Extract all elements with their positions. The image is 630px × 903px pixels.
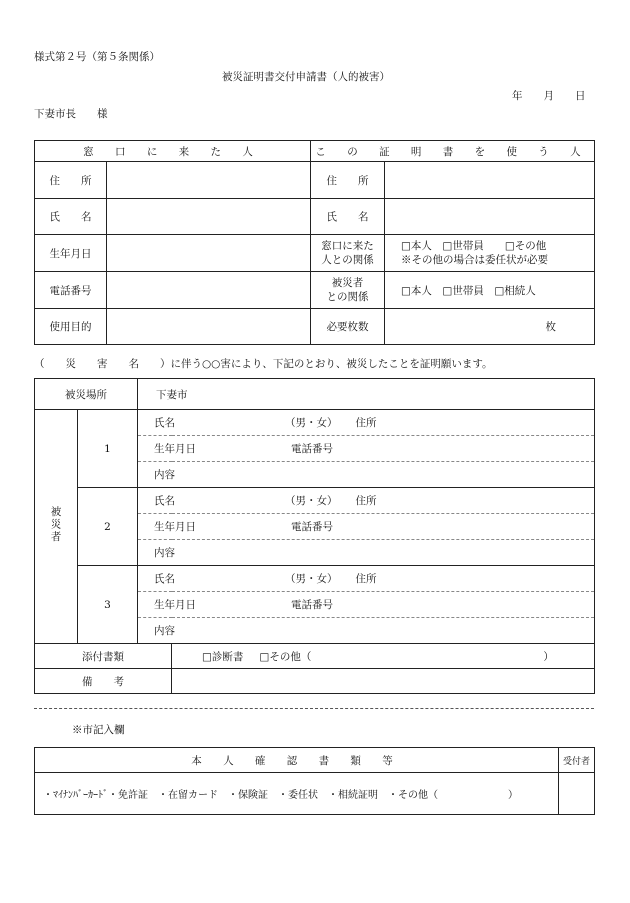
- addressee: 下妻市長 様: [34, 108, 108, 120]
- victim-relation-label: 被災者 との関係: [311, 272, 385, 309]
- relation-label: 窓口に来た 人との関係: [311, 235, 385, 272]
- visitor-birth-label: 生年月日: [35, 235, 107, 272]
- visitor-name-label: 氏 名: [35, 199, 107, 235]
- visitor-address-field[interactable]: [107, 162, 311, 199]
- user-name-field[interactable]: [385, 199, 595, 235]
- user-header: こ の 証 明 書 を 使 う 人: [311, 141, 595, 162]
- id-docs-header: 本 人 確 認 書 類 等: [35, 748, 559, 773]
- victim-3-content-row[interactable]: 内容: [138, 618, 595, 644]
- purpose-field[interactable]: [107, 309, 311, 345]
- victim-2-number: 2: [78, 488, 138, 566]
- id-docs-list[interactable]: ・ﾏｲﾅﾝﾊﾞｰｶｰﾄﾞ・免許証 ・在留カード ・保険証 ・委任状 ・相続証明 ・その他（ ）: [35, 773, 559, 815]
- office-section-title: ※市記入欄: [72, 724, 125, 736]
- receiver-field[interactable]: [559, 773, 595, 815]
- request-sentence: （ 災 害 名 ）に伴う○○害により、下記のとおり、被災したことを証明願います。: [34, 358, 493, 370]
- victim-1-number: 1: [78, 410, 138, 488]
- victim-3-name-row[interactable]: 氏名 （男・女） 住所: [138, 566, 595, 592]
- victim-1-content-row[interactable]: 内容: [138, 462, 595, 488]
- visitor-phone-label: 電話番号: [35, 272, 107, 309]
- cut-line: [34, 708, 594, 709]
- victim-3-birth-row[interactable]: 生年月日 電話番号: [138, 592, 595, 618]
- relation-options[interactable]: □本人 □世帯員 □その他 ※その他の場合は委任状が必要: [385, 235, 595, 272]
- office-table: [34, 747, 595, 815]
- victim-2-name-row[interactable]: 氏名 （男・女） 住所: [138, 488, 595, 514]
- remarks-field[interactable]: [172, 669, 595, 694]
- user-address-field[interactable]: [385, 162, 595, 199]
- visitor-birth-field[interactable]: [107, 235, 311, 272]
- victim-1-name-row[interactable]: 氏名 （男・女） 住所: [138, 410, 595, 436]
- victim-3-number: 3: [78, 566, 138, 644]
- applicant-table: [34, 140, 595, 345]
- victim-1-birth-row[interactable]: 生年月日 電話番号: [138, 436, 595, 462]
- receiver-header: 受付者: [559, 748, 595, 773]
- date-line: 年 月 日: [512, 90, 586, 102]
- victim-relation-options[interactable]: □本人 □世帯員 □相続人: [385, 272, 595, 309]
- victims-group-label: 被災者: [35, 410, 78, 644]
- visitor-address-label: 住 所: [35, 162, 107, 199]
- place-value[interactable]: 下妻市: [138, 379, 595, 410]
- attachments-label: 添付書類: [35, 644, 172, 669]
- victims-table: [34, 378, 595, 694]
- visitor-header: 窓 口 に 来 た 人: [35, 141, 311, 162]
- form-number: 様式第２号（第５条関係）: [34, 51, 160, 63]
- victim-2-content-row[interactable]: 内容: [138, 540, 595, 566]
- user-name-label: 氏 名: [311, 199, 385, 235]
- copies-field[interactable]: 枚: [385, 309, 595, 345]
- visitor-phone-field[interactable]: [107, 272, 311, 309]
- victim-2-birth-row[interactable]: 生年月日 電話番号: [138, 514, 595, 540]
- remarks-label: 備 考: [35, 669, 172, 694]
- form-title: 被災証明書交付申請書（人的被害）: [222, 71, 390, 83]
- copies-label: 必要枚数: [311, 309, 385, 345]
- visitor-name-field[interactable]: [107, 199, 311, 235]
- place-label: 被災場所: [35, 379, 138, 410]
- purpose-label: 使用目的: [35, 309, 107, 345]
- user-address-label: 住 所: [311, 162, 385, 199]
- attachments-options[interactable]: □診断書 □その他（ ）: [172, 644, 595, 669]
